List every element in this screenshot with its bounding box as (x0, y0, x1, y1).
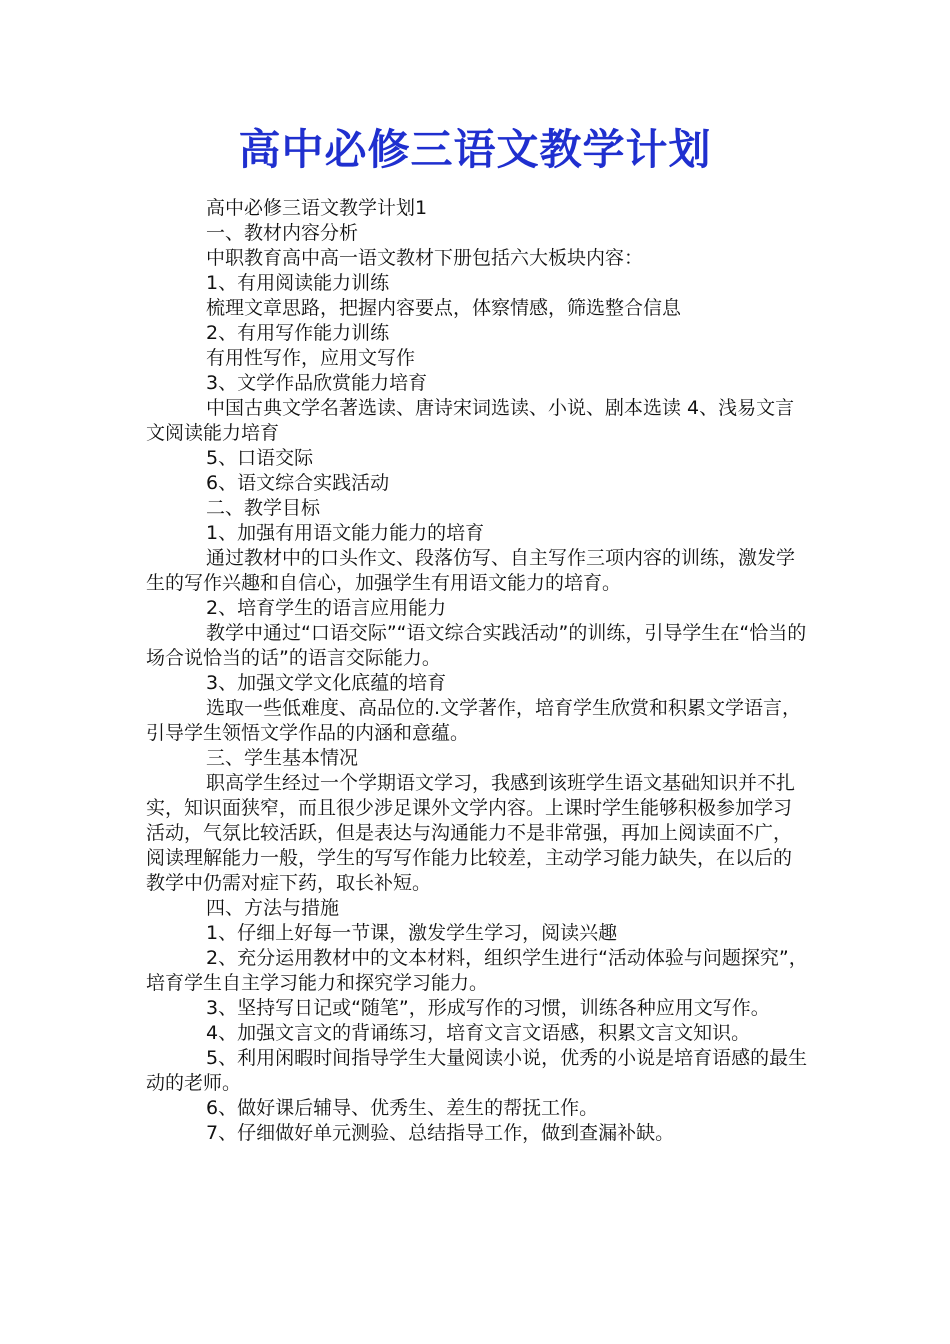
paragraph: 教学中通过“口语交际”“语文综合实践活动”的训练，引导学生在“恰当的场合说恰当的话”的语言交际能力。 (146, 622, 807, 669)
list-item: 7、仔细做好单元测验、总结指导工作，做到查漏补缺。 (206, 1122, 675, 1144)
list-item: 6、语文综合实践活动 (206, 472, 390, 494)
list-item: 5、利用闲暇时间指导学生大量阅读小说，优秀的小说是培育语感的最生动的老师。 (146, 1047, 808, 1094)
list-item: 3、文学作品欣赏能力培育 (206, 372, 428, 394)
section-heading: 四、方法与措施 (206, 897, 340, 919)
section-heading: 二、教学目标 (206, 497, 321, 519)
list-item: 1、加强有用语文能力能力的培育 (206, 522, 485, 544)
document-body (146, 196, 808, 1146)
list-item: 2、培育学生的语言应用能力 (206, 597, 447, 619)
paragraph: 梳理文章思路，把握内容要点，体察情感，筛选整合信息 (206, 297, 682, 319)
paragraph: 有用性写作，应用文写作 (206, 347, 416, 369)
list-item: 2、充分运用教材中的文本材料，组织学生进行“活动体验与问题探究”，培育学生自主学习能力和探究学习能力。 (146, 947, 808, 994)
list-item: 6、做好课后辅导、优秀生、差生的帮抚工作。 (206, 1097, 599, 1119)
list-item: 5、口语交际 (206, 447, 314, 469)
list-item: 1、仔细上好每一节课，激发学生学习，阅读兴趣 (206, 922, 618, 944)
list-item: 3、坚持写日记或“随笔”，形成写作的习惯，训练各种应用文写作。 (206, 997, 770, 1019)
section-heading: 三、学生基本情况 (206, 747, 359, 769)
list-item: 2、有用写作能力训练 (206, 322, 390, 344)
paragraph: 中国古典文学名著选读、唐诗宋词选读、小说、剧本选读 4、浅易文言文阅读能力培育 (146, 397, 795, 444)
paragraph: 通过教材中的口头作文、段落仿写、自主写作三项内容的训练，激发学生的写作兴趣和自信心，加强学生有用语文能力的培育。 (146, 547, 796, 594)
paragraph: 选取一些低难度、高品位的.文学著作，培育学生欣赏和积累文学语言，引导学生领悟文学作品的内涵和意蕴。 (146, 697, 802, 744)
paragraph: 中职教育高中高一语文教材下册包括六大板块内容： (206, 247, 644, 269)
paragraph: 职高学生经过一个学期语文学习，我感到该班学生语文基础知识并不扎实，知识面狭窄，而且很少涉足课外文学内容。上课时学生能够积极参加学习活动，气氛比较活跃，但是表达与沟通能力不是非常强，再加上阅读面不广，阅读理解能力一般，学生的写写作能力比较差，主动学习能力缺失，在以后的教学中仍需对症下药，取长补短。 (146, 772, 796, 894)
list-item: 4、加强文言文的背诵练习，培育文言文语感，积累文言文知识。 (206, 1022, 751, 1044)
paragraph: 高中必修三语文教学计划1 (206, 197, 428, 219)
section-heading: 一、教材内容分析 (206, 222, 359, 244)
document-title: 高中必修三语文教学计划 (238, 125, 712, 174)
list-item: 1、有用阅读能力训练 (206, 272, 390, 294)
list-item: 3、加强文学文化底蕴的培育 (206, 672, 447, 694)
